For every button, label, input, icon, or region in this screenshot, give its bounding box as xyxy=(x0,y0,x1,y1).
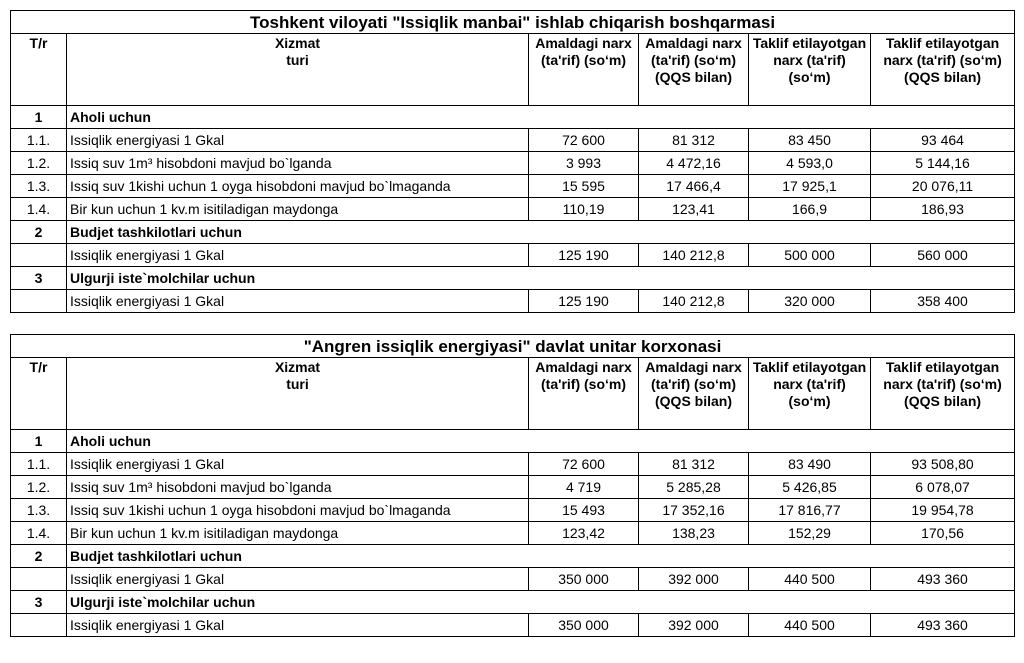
row-value-v3: 440 500 xyxy=(749,568,871,591)
row-value-v3: 320 000 xyxy=(749,290,871,313)
section-row xyxy=(11,221,1015,244)
row-service: Issiqlik energiyasi 1 Gkal xyxy=(67,453,529,476)
section-row xyxy=(11,430,1015,453)
row-value-v3: 5 426,85 xyxy=(749,476,871,499)
column-header-row xyxy=(11,34,1015,106)
section-number: 2 xyxy=(11,221,67,244)
row-number: 1.1. xyxy=(11,453,67,476)
header-col4: Taklif etilayotgan narx (ta'rif) (so‘m) (QQS bilan) xyxy=(871,358,1015,430)
section-number: 1 xyxy=(11,106,67,129)
table-row xyxy=(11,129,1015,152)
row-value-v3: 83 490 xyxy=(749,453,871,476)
row-number: 1.4. xyxy=(11,198,67,221)
row-value-v1: 125 190 xyxy=(529,290,639,313)
section-row xyxy=(11,106,1015,129)
row-value-v1: 123,42 xyxy=(529,522,639,545)
row-service: Issiqlik energiyasi 1 Gkal xyxy=(67,244,529,267)
row-value-v3: 500 000 xyxy=(749,244,871,267)
row-value-v4: 93 464 xyxy=(871,129,1015,152)
row-number xyxy=(11,244,67,267)
row-service: Issiqlik energiyasi 1 Gkal xyxy=(67,614,529,637)
row-value-v1: 125 190 xyxy=(529,244,639,267)
header-col2: Amaldagi narx (ta'rif) (so‘m) (QQS bilan) xyxy=(639,358,749,430)
table-row xyxy=(11,499,1015,522)
row-service: Issiqlik energiyasi 1 Gkal xyxy=(67,129,529,152)
row-value-v2: 392 000 xyxy=(639,614,749,637)
row-value-v4: 170,56 xyxy=(871,522,1015,545)
row-value-v4: 19 954,78 xyxy=(871,499,1015,522)
table-row xyxy=(11,152,1015,175)
row-value-v1: 72 600 xyxy=(529,129,639,152)
tariff-table-toshkent xyxy=(10,10,1015,313)
row-number: 1.3. xyxy=(11,175,67,198)
table-row xyxy=(11,522,1015,545)
section-name: Budjet tashkilotlari uchun xyxy=(67,221,1015,244)
row-value-v4: 186,93 xyxy=(871,198,1015,221)
row-value-v2: 17 466,4 xyxy=(639,175,749,198)
header-service-line2: turi xyxy=(286,376,309,392)
table-row xyxy=(11,476,1015,499)
row-service: Issiq suv 1m³ hisobdoni mavjud bo`lganda xyxy=(67,476,529,499)
header-service-line1: Xizmat xyxy=(274,35,321,51)
header-service xyxy=(67,34,529,106)
row-value-v3: 152,29 xyxy=(749,522,871,545)
row-value-v4: 20 076,11 xyxy=(871,175,1015,198)
row-value-v3: 4 593,0 xyxy=(749,152,871,175)
header-col1: Amaldagi narx (ta'rif) (so‘m) xyxy=(529,34,639,106)
row-service: Bir kun uchun 1 kv.m isitiladigan maydonga xyxy=(67,522,529,545)
row-number: 1.3. xyxy=(11,499,67,522)
row-value-v1: 110,19 xyxy=(529,198,639,221)
row-number xyxy=(11,290,67,313)
section-name: Aholi uchun xyxy=(67,430,1015,453)
row-value-v2: 81 312 xyxy=(639,453,749,476)
section-name: Budjet tashkilotlari uchun xyxy=(67,545,1015,568)
section-name: Aholi uchun xyxy=(67,106,1015,129)
header-col4: Taklif etilayotgan narx (ta'rif) (so‘m) (QQS bilan) xyxy=(871,34,1015,106)
row-value-v2: 4 472,16 xyxy=(639,152,749,175)
row-number: 1.4. xyxy=(11,522,67,545)
row-value-v3: 17 925,1 xyxy=(749,175,871,198)
row-value-v1: 4 719 xyxy=(529,476,639,499)
row-value-v1: 350 000 xyxy=(529,614,639,637)
row-number: 1.2. xyxy=(11,476,67,499)
row-service: Issiqlik energiyasi 1 Gkal xyxy=(67,290,529,313)
row-service: Issiq suv 1kishi uchun 1 oyga hisobdoni mavjud bo`lmaganda xyxy=(67,175,529,198)
header-col3: Taklif etilayotgan narx (ta'rif) (so‘m) xyxy=(749,34,871,106)
row-value-v4: 493 360 xyxy=(871,568,1015,591)
section-number: 3 xyxy=(11,267,67,290)
row-value-v2: 140 212,8 xyxy=(639,290,749,313)
row-value-v3: 166,9 xyxy=(749,198,871,221)
row-number: 1.1. xyxy=(11,129,67,152)
row-value-v2: 392 000 xyxy=(639,568,749,591)
row-value-v4: 358 400 xyxy=(871,290,1015,313)
row-value-v2: 123,41 xyxy=(639,198,749,221)
section-row xyxy=(11,267,1015,290)
row-value-v4: 93 508,80 xyxy=(871,453,1015,476)
row-service: Issiq suv 1m³ hisobdoni mavjud bo`lganda xyxy=(67,152,529,175)
table-row xyxy=(11,175,1015,198)
row-value-v3: 440 500 xyxy=(749,614,871,637)
row-value-v2: 81 312 xyxy=(639,129,749,152)
row-value-v1: 15 595 xyxy=(529,175,639,198)
row-number xyxy=(11,568,67,591)
header-col3: Taklif etilayotgan narx (ta'rif) (so‘m) xyxy=(749,358,871,430)
header-service xyxy=(67,358,529,430)
header-service-line1: Xizmat xyxy=(274,359,321,375)
tariff-table-angren xyxy=(10,334,1015,637)
table-title-row xyxy=(11,335,1015,358)
row-value-v2: 138,23 xyxy=(639,522,749,545)
table-row xyxy=(11,198,1015,221)
section-name: Ulgurji iste`molchilar uchun xyxy=(67,591,1015,614)
row-value-v3: 17 816,77 xyxy=(749,499,871,522)
table-row xyxy=(11,244,1015,267)
section-number: 1 xyxy=(11,430,67,453)
section-name: Ulgurji iste`molchilar uchun xyxy=(67,267,1015,290)
section-number: 2 xyxy=(11,545,67,568)
row-value-v4: 6 078,07 xyxy=(871,476,1015,499)
table-row xyxy=(11,614,1015,637)
table-row xyxy=(11,290,1015,313)
row-number: 1.2. xyxy=(11,152,67,175)
row-value-v2: 5 285,28 xyxy=(639,476,749,499)
table-title-row xyxy=(11,11,1015,34)
row-value-v4: 5 144,16 xyxy=(871,152,1015,175)
header-tr: T/r xyxy=(11,358,67,430)
section-row xyxy=(11,591,1015,614)
row-service: Issiq suv 1kishi uchun 1 oyga hisobdoni mavjud bo`lmaganda xyxy=(67,499,529,522)
column-header-row xyxy=(11,358,1015,430)
row-value-v2: 17 352,16 xyxy=(639,499,749,522)
row-value-v3: 83 450 xyxy=(749,129,871,152)
header-col2: Amaldagi narx (ta'rif) (so‘m) (QQS bilan) xyxy=(639,34,749,106)
row-number xyxy=(11,614,67,637)
table-title: "Angren issiqlik energiyasi" davlat unitar korxonasi xyxy=(11,335,1015,358)
row-value-v4: 560 000 xyxy=(871,244,1015,267)
header-tr: T/r xyxy=(11,34,67,106)
row-value-v1: 350 000 xyxy=(529,568,639,591)
row-value-v4: 493 360 xyxy=(871,614,1015,637)
section-row xyxy=(11,545,1015,568)
section-number: 3 xyxy=(11,591,67,614)
header-service-line2: turi xyxy=(286,52,309,68)
row-value-v1: 72 600 xyxy=(529,453,639,476)
table-title: Toshkent viloyati "Issiqlik manbai" ishlab chiqarish boshqarmasi xyxy=(11,11,1015,34)
row-value-v1: 15 493 xyxy=(529,499,639,522)
row-value-v1: 3 993 xyxy=(529,152,639,175)
table-row xyxy=(11,568,1015,591)
row-service: Bir kun uchun 1 kv.m isitiladigan maydonga xyxy=(67,198,529,221)
header-col1: Amaldagi narx (ta'rif) (so‘m) xyxy=(529,358,639,430)
table-row xyxy=(11,453,1015,476)
row-service: Issiqlik energiyasi 1 Gkal xyxy=(67,568,529,591)
row-value-v2: 140 212,8 xyxy=(639,244,749,267)
